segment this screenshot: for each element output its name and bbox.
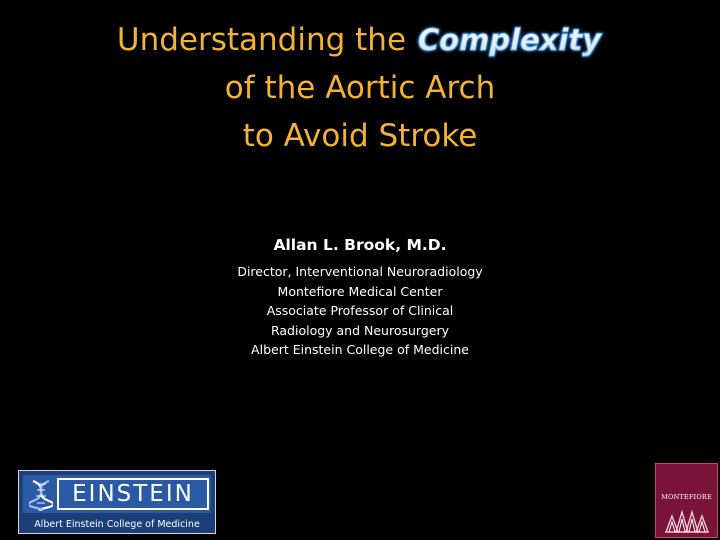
montefiore-logo	[655, 463, 718, 538]
affiliation-line: Montefiore Medical Center	[277, 283, 443, 299]
title-prefix: Understanding the	[116, 22, 407, 58]
title-line-1	[0, 16, 720, 64]
montefiore-building-icon	[664, 508, 710, 534]
einstein-logo	[18, 470, 216, 534]
einstein-wordmark: EINSTEIN	[57, 478, 209, 510]
dna-helix-icon	[29, 479, 53, 511]
montefiore-wordmark: MONTEFIORE	[661, 493, 712, 501]
einstein-logo-banner	[23, 475, 211, 513]
title-line-2: of the Aortic Arch	[224, 70, 496, 106]
affiliation-line: Radiology and Neurosurgery	[270, 322, 450, 338]
title-highlight-wrap	[416, 16, 603, 64]
affiliation-line: Associate Professor of Clinical	[266, 303, 454, 318]
affiliation-line: Director, Interventional Neuroradiology	[237, 264, 483, 279]
einstein-subtitle: Albert Einstein College of Medicine	[34, 518, 200, 530]
title-highlight-word: Complexity	[416, 16, 603, 64]
affiliation-line: Albert Einstein College of Medicine	[251, 342, 469, 357]
title-line-3: to Avoid Stroke	[242, 118, 478, 154]
author-name: Allan L. Brook, M.D.	[273, 236, 447, 254]
author-affiliations	[0, 262, 720, 360]
